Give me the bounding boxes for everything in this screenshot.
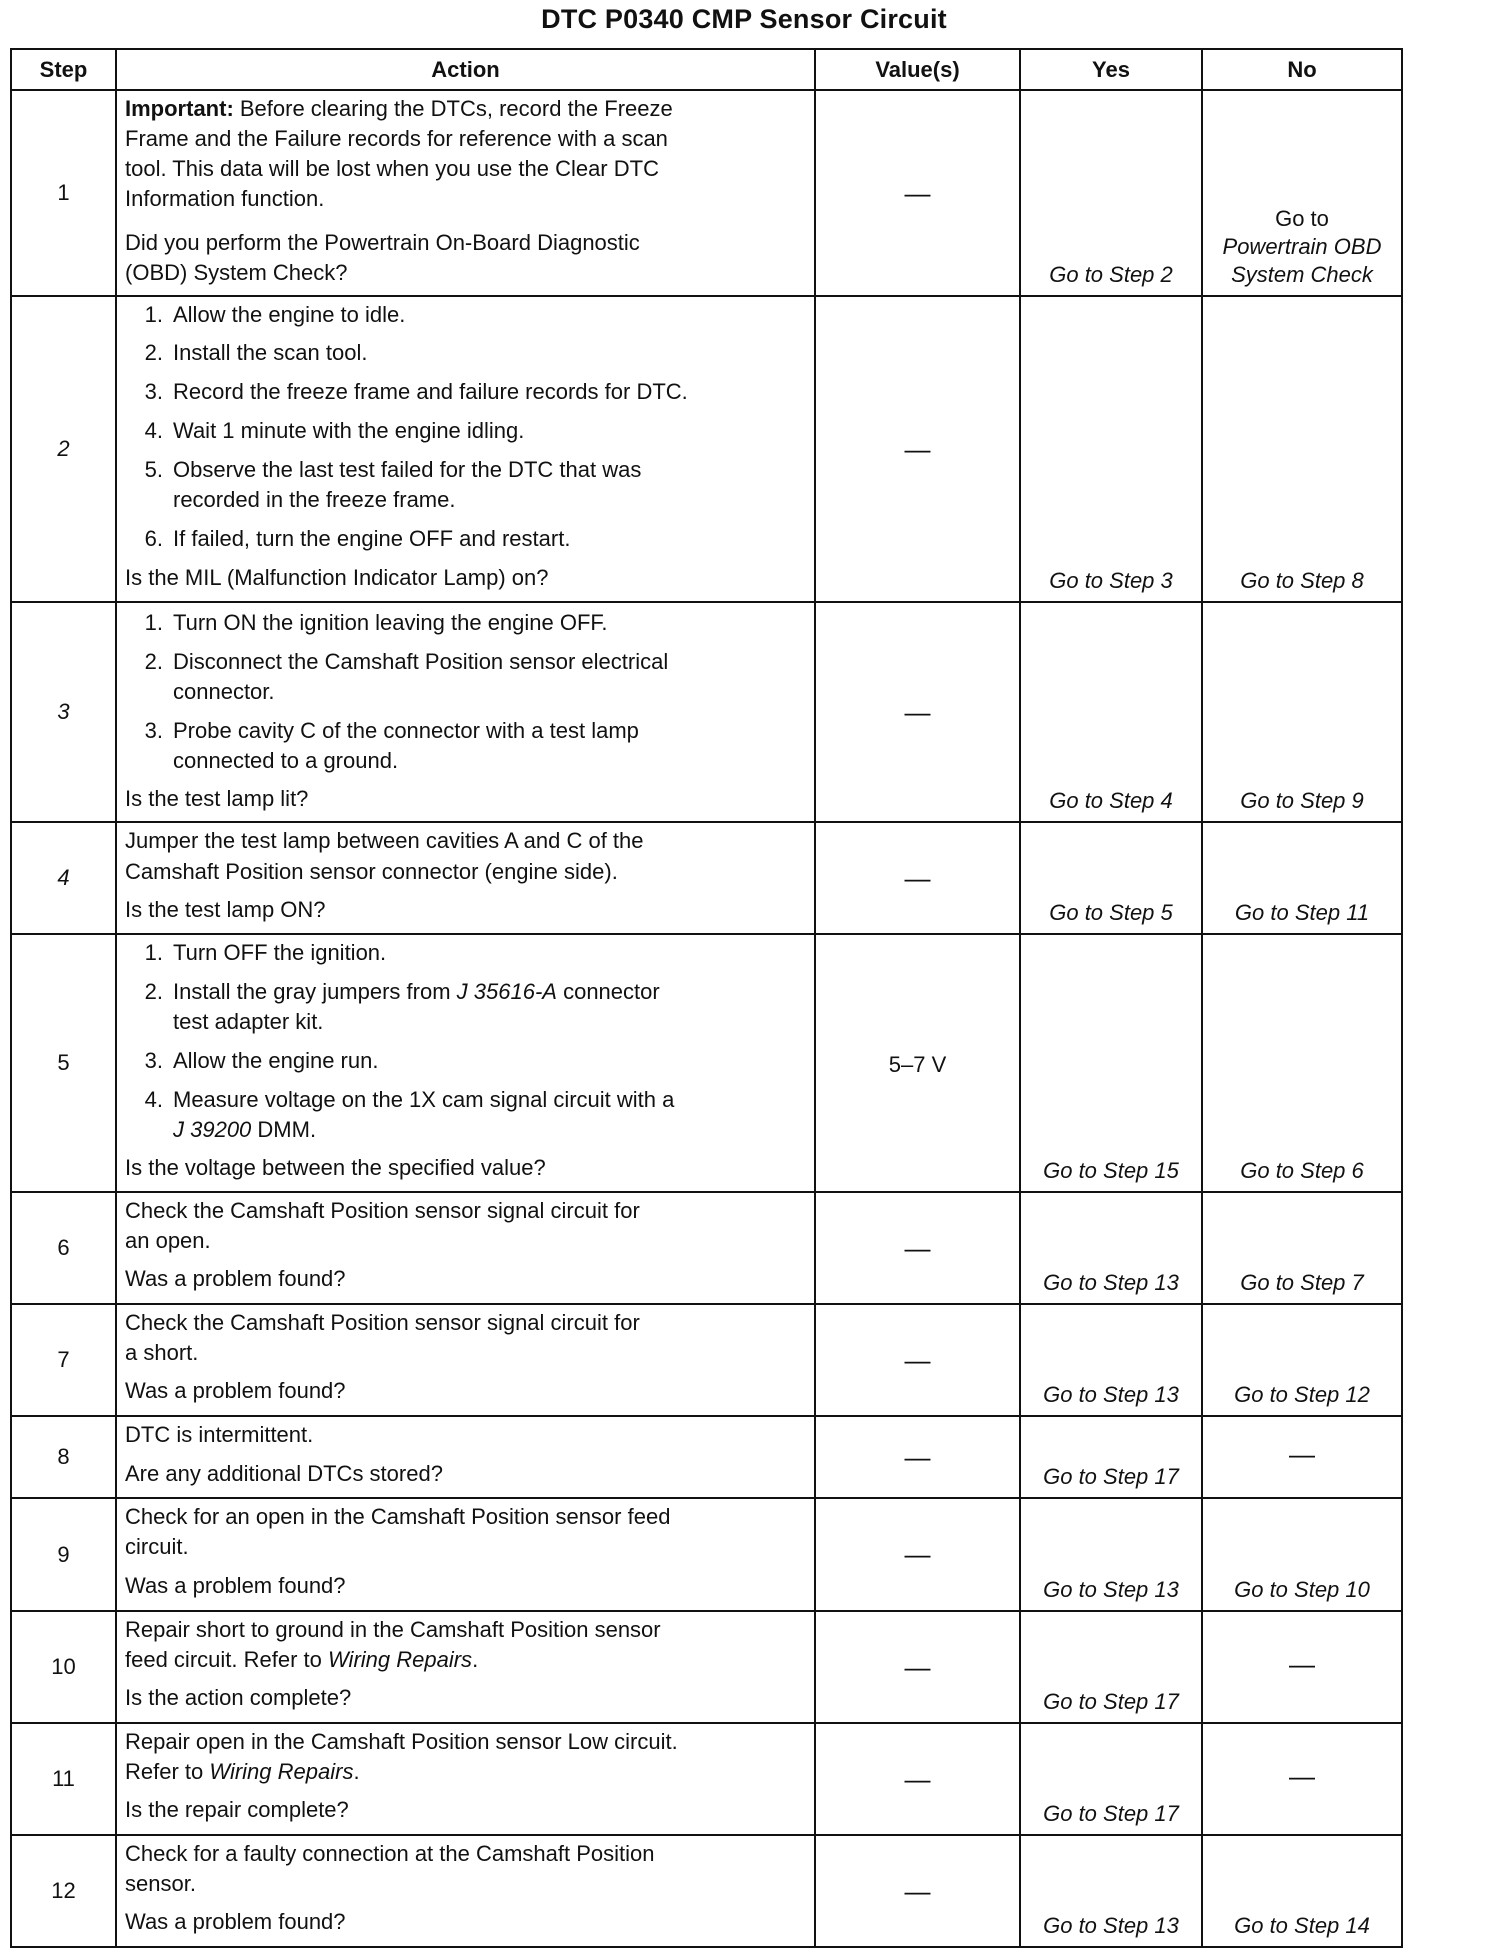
no-link[interactable]: Go to Step 8 <box>1202 296 1402 602</box>
no-link[interactable]: Go to Step 10 <box>1202 1498 1402 1611</box>
no-link[interactable]: Go to Step 7 <box>1202 1192 1402 1304</box>
action-text: Refer to Wiring Repairs. <box>125 1759 360 1784</box>
no-link-text: Powertrain OBD <box>1222 234 1382 259</box>
action-text: Jumper the test lamp between cavities A and C of the <box>125 828 644 853</box>
action-text: feed circuit. Refer to Wiring Repairs. <box>125 1647 479 1672</box>
header-values: Value(s) <box>815 49 1020 90</box>
no-link: — <box>1202 1723 1402 1835</box>
yes-link[interactable]: Go to Step 15 <box>1020 934 1202 1192</box>
step-action <box>116 90 815 296</box>
no-link[interactable]: Go to Step 11 <box>1202 822 1402 934</box>
table-row <box>11 1723 1402 1835</box>
list-item-cont: recorded in the freeze frame. <box>173 487 456 512</box>
step-number: 12 <box>11 1835 116 1947</box>
step-value: — <box>815 1835 1020 1947</box>
list-item: 2. Disconnect the Camshaft Position sensor electrical <box>144 649 669 674</box>
table-row <box>11 822 1402 934</box>
table-row <box>11 1304 1402 1416</box>
header-action: Action <box>116 49 815 90</box>
action-question: Is the test lamp lit? <box>125 786 309 811</box>
action-text: Repair short to ground in the Camshaft Position sensor <box>125 1617 661 1642</box>
action-text: Check the Camshaft Position sensor signal circuit for <box>125 1198 640 1223</box>
important-label: Important: <box>125 96 234 121</box>
tool-ref: J 35616-A <box>456 979 557 1004</box>
table-row <box>11 1835 1402 1947</box>
table-header-row <box>11 49 1402 90</box>
action-question: Is the MIL (Malfunction Indicator Lamp) on? <box>125 565 549 590</box>
step-value: — <box>815 296 1020 602</box>
action-text: Check the Camshaft Position sensor signal circuit for <box>125 1310 640 1335</box>
diagnostic-table <box>10 48 1403 1948</box>
yes-link[interactable]: Go to Step 13 <box>1020 1498 1202 1611</box>
step-value: — <box>815 1611 1020 1723</box>
table-row <box>11 602 1402 822</box>
step-number: 5 <box>11 934 116 1192</box>
list-item: 2. Install the scan tool. <box>144 340 368 365</box>
step-value: — <box>815 1192 1020 1304</box>
step-number: 4 <box>11 822 116 934</box>
step-action <box>116 934 815 1192</box>
header-yes: Yes <box>1020 49 1202 90</box>
step-action <box>116 1835 815 1947</box>
no-link[interactable]: Go to Step 6 <box>1202 934 1402 1192</box>
list-item-cont: connector. <box>173 679 275 704</box>
step-value: 5–7 V <box>815 934 1020 1192</box>
list-item-cont: test adapter kit. <box>173 1009 324 1034</box>
list-item: 1. Turn ON the ignition leaving the engine OFF. <box>144 610 608 635</box>
header-step: Step <box>11 49 116 90</box>
action-text: Information function. <box>125 186 325 211</box>
step-value: — <box>815 602 1020 822</box>
step-action <box>116 1416 815 1498</box>
step-action <box>116 1723 815 1835</box>
step-value: — <box>815 1304 1020 1416</box>
list-item: 3. Record the freeze frame and failure records for DTC. <box>144 379 688 404</box>
list-item: 6. If failed, turn the engine OFF and restart. <box>144 526 571 551</box>
step-number: 2 <box>11 296 116 602</box>
header-no: No <box>1202 49 1402 90</box>
action-text: Before clearing the DTCs, record the Freeze <box>233 96 673 121</box>
tool-ref: J 39200 <box>173 1117 252 1142</box>
action-question: Is the repair complete? <box>125 1797 349 1822</box>
action-text: Repair open in the Camshaft Position sensor Low circuit. <box>125 1729 678 1754</box>
step-number: 1 <box>11 90 116 296</box>
no-link-text: Go to <box>1275 206 1329 231</box>
step-number: 10 <box>11 1611 116 1723</box>
page-title: DTC P0340 CMP Sensor Circuit <box>541 4 947 34</box>
action-question: (OBD) System Check? <box>125 260 348 285</box>
no-link[interactable]: Go to Step 14 <box>1202 1835 1402 1947</box>
list-item: 5. Observe the last test failed for the DTC that was <box>144 457 642 482</box>
table-row <box>11 1416 1402 1498</box>
yes-link[interactable]: Go to Step 4 <box>1020 602 1202 822</box>
list-item: 2. Install the gray jumpers from J 35616-A connector <box>144 979 660 1004</box>
step-action <box>116 1304 815 1416</box>
reference-link[interactable]: Wiring Repairs <box>327 1647 473 1672</box>
list-item: 4. Wait 1 minute with the engine idling. <box>144 418 525 443</box>
step-number: 6 <box>11 1192 116 1304</box>
no-link: — <box>1202 1416 1402 1498</box>
table-row <box>11 934 1402 1192</box>
table-row <box>11 1192 1402 1304</box>
step-value: — <box>815 1416 1020 1498</box>
action-text: Check for an open in the Camshaft Position sensor feed <box>125 1504 671 1529</box>
list-item: 1. Turn OFF the ignition. <box>144 940 387 965</box>
yes-link[interactable]: Go to Step 2 <box>1020 90 1202 296</box>
yes-link[interactable]: Go to Step 17 <box>1020 1416 1202 1498</box>
action-text: Frame and the Failure records for reference with a scan <box>125 126 668 151</box>
table-row <box>11 296 1402 602</box>
step-value: — <box>815 822 1020 934</box>
step-number: 9 <box>11 1498 116 1611</box>
step-action <box>116 1611 815 1723</box>
action-question: Is the action complete? <box>125 1685 352 1710</box>
reference-link[interactable]: Wiring Repairs <box>209 1759 354 1784</box>
list-item-cont: connected to a ground. <box>173 748 399 773</box>
action-text: sensor. <box>125 1871 196 1896</box>
list-item-cont: J 39200 DMM. <box>173 1117 317 1142</box>
action-question: Was a problem found? <box>125 1909 346 1934</box>
list-item: 4. Measure voltage on the 1X cam signal circuit with a <box>144 1087 675 1112</box>
step-value: — <box>815 90 1020 296</box>
action-text: Camshaft Position sensor connector (engine side). <box>125 859 618 884</box>
yes-link[interactable]: Go to Step 13 <box>1020 1192 1202 1304</box>
step-number: 3 <box>11 602 116 822</box>
action-question: Was a problem found? <box>125 1378 346 1403</box>
table-row <box>11 90 1402 296</box>
action-question: Is the voltage between the specified value? <box>125 1155 546 1180</box>
yes-link[interactable]: Go to Step 17 <box>1020 1611 1202 1723</box>
list-item: 1. Allow the engine to idle. <box>144 302 406 327</box>
step-action <box>116 1192 815 1304</box>
table-row <box>11 1611 1402 1723</box>
step-number: 11 <box>11 1723 116 1835</box>
yes-link[interactable]: Go to Step 5 <box>1020 822 1202 934</box>
no-link-text: System Check <box>1231 262 1373 287</box>
step-action <box>116 296 815 602</box>
action-question: Is the test lamp ON? <box>125 897 326 922</box>
step-value: — <box>815 1498 1020 1611</box>
step-action <box>116 822 815 934</box>
action-text: tool. This data will be lost when you use the Clear DTC <box>125 156 659 181</box>
action-question: Was a problem found? <box>125 1573 346 1598</box>
action-question: Are any additional DTCs stored? <box>125 1461 443 1486</box>
step-value: — <box>815 1723 1020 1835</box>
yes-link[interactable]: Go to Step 3 <box>1020 296 1202 602</box>
no-link[interactable] <box>1202 90 1402 296</box>
list-item: 3. Probe cavity C of the connector with a test lamp <box>144 718 639 743</box>
action-text: an open. <box>125 1228 211 1253</box>
step-number: 8 <box>11 1416 116 1498</box>
step-action <box>116 1498 815 1611</box>
action-text: a short. <box>125 1340 199 1365</box>
action-question: Did you perform the Powertrain On-Board Diagnostic <box>125 230 640 255</box>
action-question: Was a problem found? <box>125 1266 346 1291</box>
action-text: DTC is intermittent. <box>125 1422 314 1447</box>
step-action <box>116 602 815 822</box>
action-text: circuit. <box>125 1534 189 1559</box>
no-link[interactable]: Go to Step 12 <box>1202 1304 1402 1416</box>
no-link[interactable]: Go to Step 9 <box>1202 602 1402 822</box>
action-text: Check for a faulty connection at the Camshaft Position <box>125 1841 655 1866</box>
yes-link[interactable]: Go to Step 13 <box>1020 1304 1202 1416</box>
no-link: — <box>1202 1611 1402 1723</box>
table-row <box>11 1498 1402 1611</box>
list-item: 3. Allow the engine run. <box>144 1048 379 1073</box>
yes-link[interactable]: Go to Step 13 <box>1020 1835 1202 1947</box>
step-number: 7 <box>11 1304 116 1416</box>
yes-link[interactable]: Go to Step 17 <box>1020 1723 1202 1835</box>
